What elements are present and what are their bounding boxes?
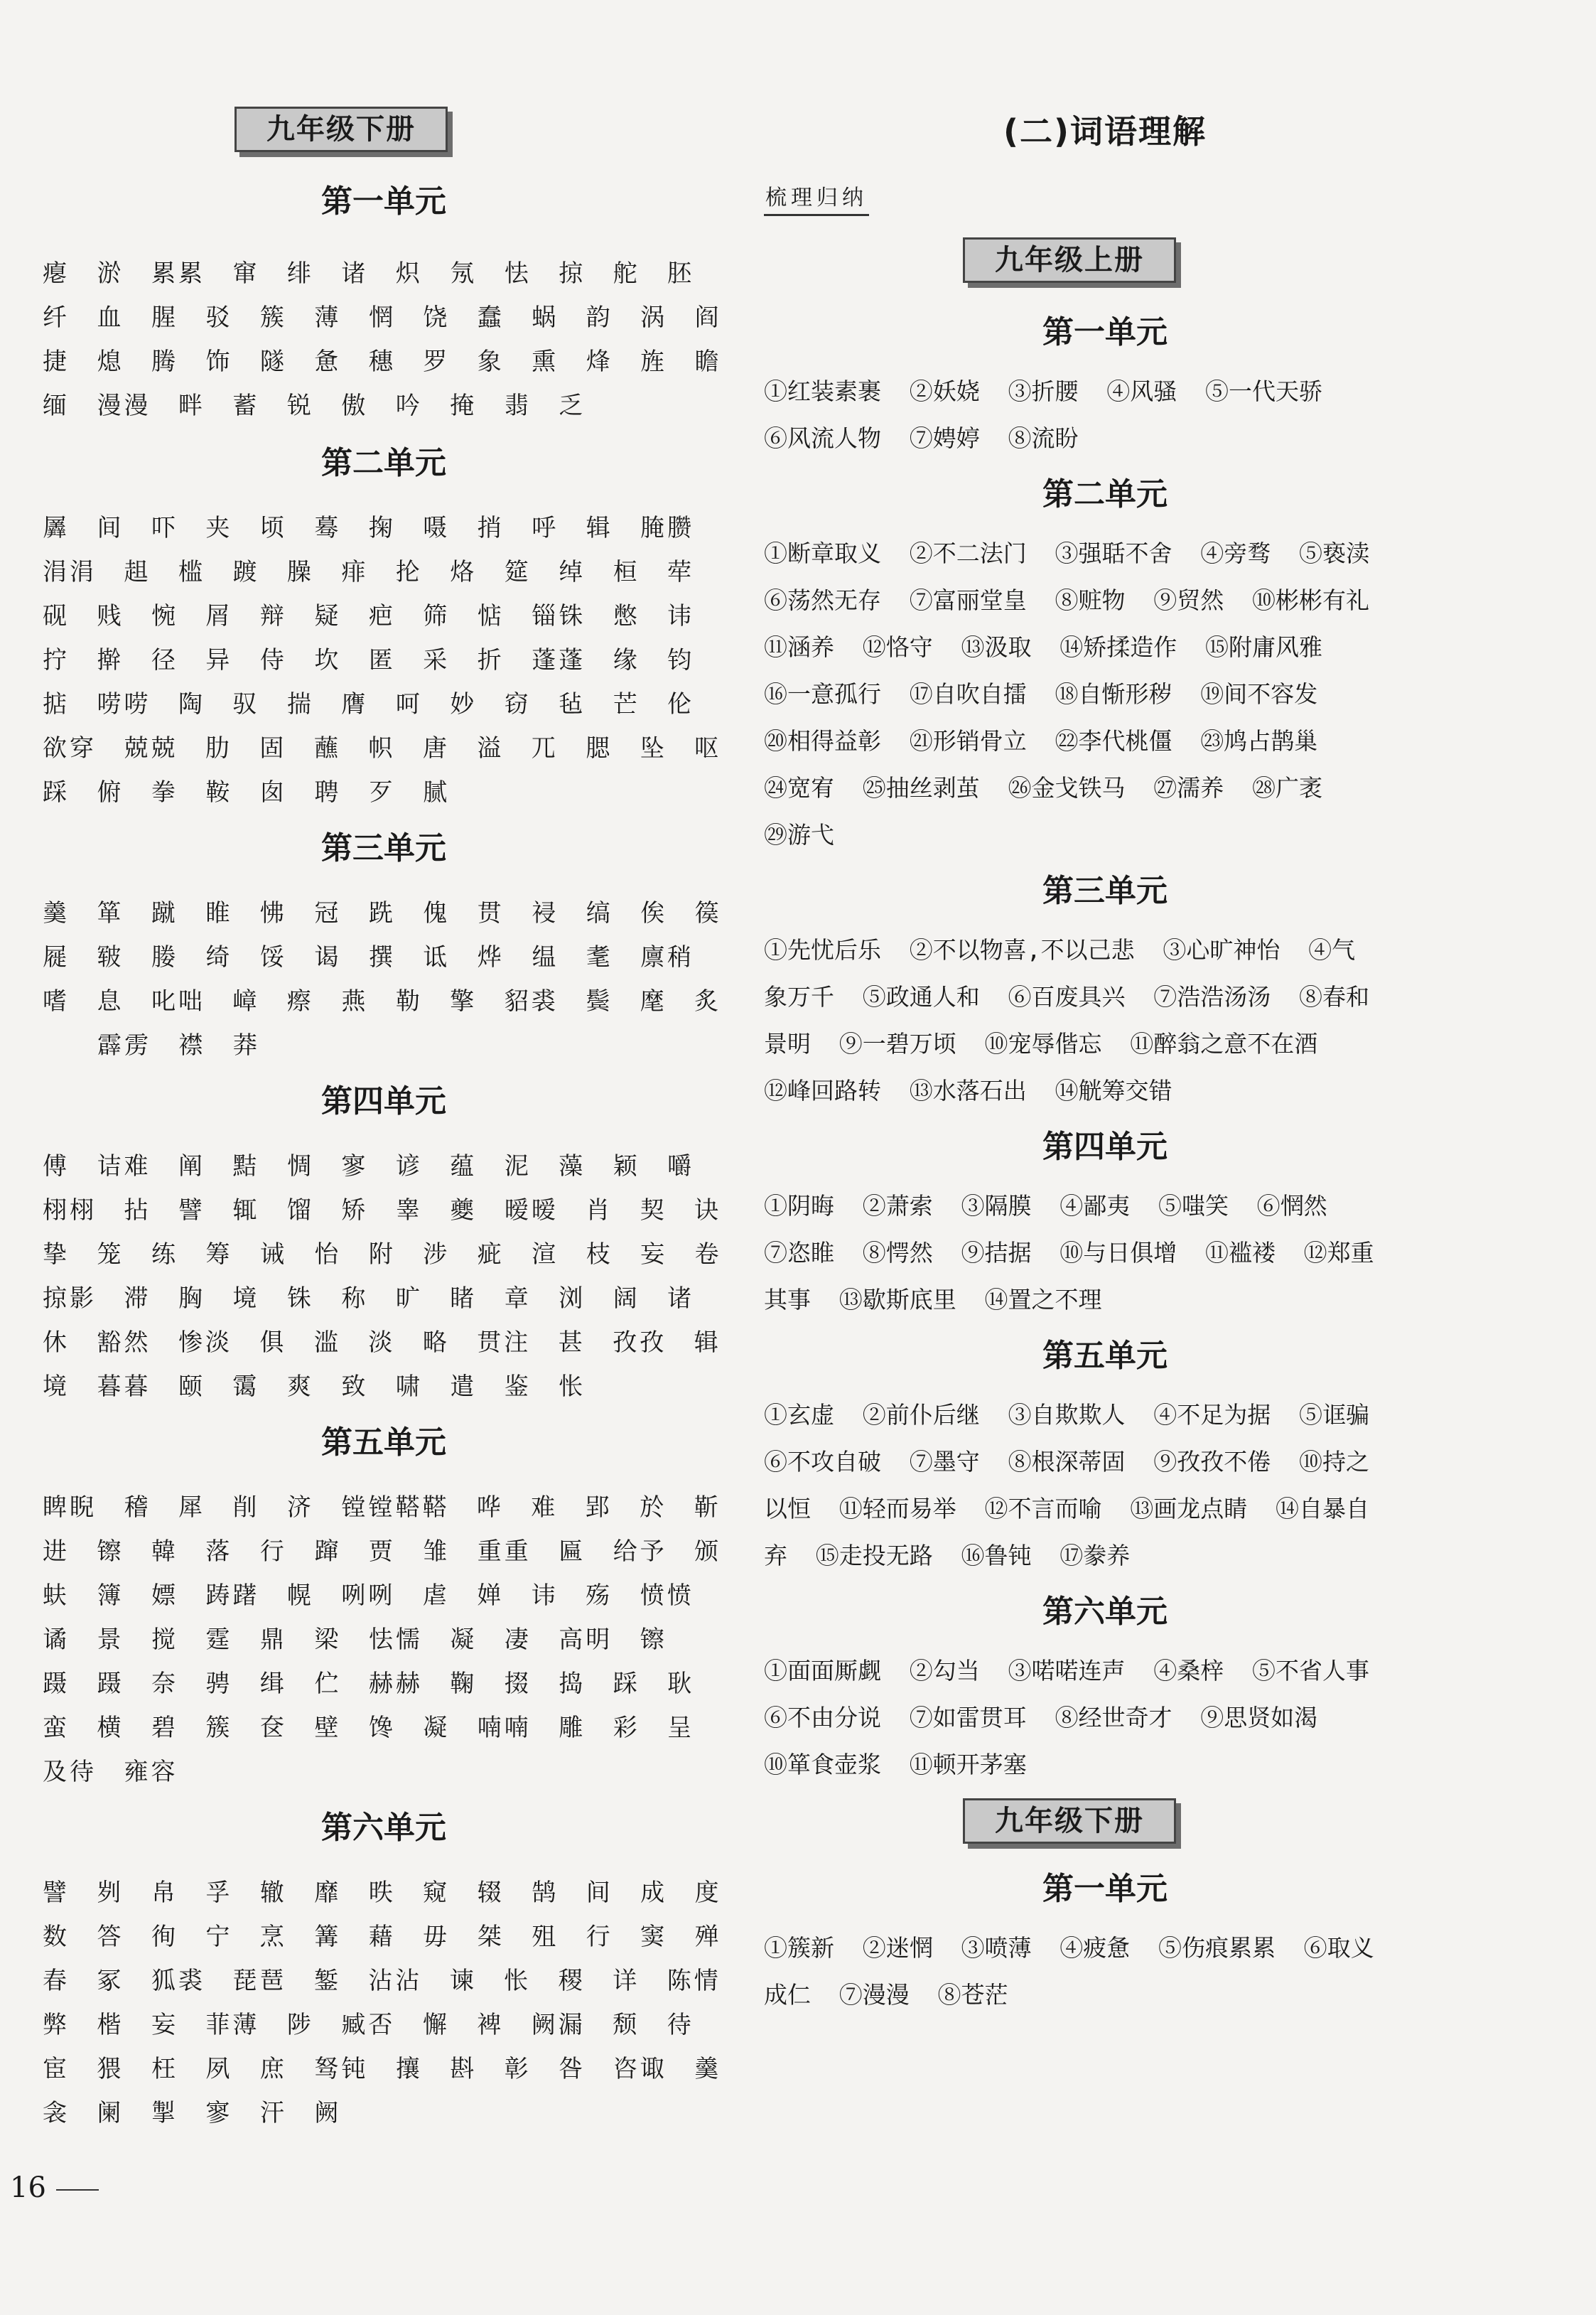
page-number-dash — [56, 2189, 99, 2191]
unit-heading: 第四单元 — [321, 1083, 446, 1119]
unit-heading: 第五单元 — [1042, 1338, 1168, 1374]
unit-heading: 第六单元 — [321, 1810, 446, 1846]
char-list: 瘪 淤 累累 窜 绯 诸 炽 氖 怯 掠 舵 胚 纤 血 腥 驳 簇 薄 惘 饶 蠢 蜗 韵 涡 阎 捷 熄 腾 饰 隧 惫 穗 罗 象 熏 烽 旌 瞻 缅 漫漫 畔 蓄 锐 傲 吟 掩 翡 乏 — [43, 259, 722, 420]
unit-heading: 第三单元 — [1042, 873, 1168, 909]
unit-heading: 第一单元 — [321, 183, 446, 220]
char-list: 傅 诘难 阐 黠 惆 寥 谚 蕴 泥 藻 颖 嚼 栩栩 拈 譬 辄 馏 矫 睾 夔 暧暧 肖 契 诀 挚 笼 练 筹 诫 怡 附 涉 疵 渲 枝 妄 卷 掠影 滞 胸 境 铢 称 旷 睹 章 浏 阔 诸 休 豁然 惨淡 俱 滥 淡 略 贯注 甚 孜孜 辑 境 暮暮 颐 霭 爽 致 啸 遣 鉴 怅 — [43, 1152, 722, 1401]
unit-heading: 第一单元 — [1042, 1871, 1168, 1907]
term-list: ①先忧后乐 ②不以物喜,不以己悲 ③心旷神怡 ④气 象万千 ⑤政通人和 ⑥百废具兴 ⑦浩浩汤汤 ⑧春和 景明 ⑨一碧万顷 ⑩宠辱偕忘 ⑪醉翁之意不在酒 ⑫峰回路转 ⑬水落石出 ⑭觥筹交错 — [764, 936, 1369, 1105]
unit-heading: 第三单元 — [321, 830, 446, 866]
grade-badge: 九年级下册 — [234, 107, 448, 152]
grade-badge: 九年级上册 — [963, 237, 1176, 283]
char-list: 譬 刿 帛 孚 辙 靡 昳 窥 辍 鹄 间 成 度 数 答 徇 宁 烹 篝 藉 毋 桀 殂 行 窦 殚 春 冢 狐裘 琵琶 錾 沾沾 谏 怅 稷 详 陈情 弊 楷 妄 菲薄 陟 臧否 懈 裨 阙漏 颓 待 宦 猥 枉 夙 庶 驽钝 攘 斟 彰 咎 咨诹 羹 衾 阑 掣 寥 汗 阙 — [43, 1879, 722, 2127]
char-list: 羹 箪 蹴 睢 怫 冠 跣 傀 贯 祲 缟 俟 篌 屣 皲 媵 绮 馁 谒 撰 诋 烨 缊 耄 廪稍 嗜 息 叱咄 嶂 瘵 燕 勒 擎 貂裘 鬓 麾 炙 霹雳 襟 莽 — [43, 899, 722, 1060]
term-list: ①簇新 ②迷惘 ③喷薄 ④疲惫 ⑤伤痕累累 ⑥取义 成仁 ⑦漫漫 ⑧苍茫 — [764, 1934, 1374, 2009]
term-list: ①面面厮觑 ②勾当 ③喏喏连声 ④桑梓 ⑤不省人事 ⑥不由分说 ⑦如雷贯耳 ⑧经世奇才 ⑨思贤如渴 ⑩箪食壶浆 ⑪顿开茅塞 — [764, 1657, 1369, 1778]
term-list: ①红装素裹 ②妖娆 ③折腰 ④风骚 ⑤一代天骄 ⑥风流人物 ⑦娉婷 ⑧流盼 — [764, 377, 1322, 452]
grade-badge: 九年级下册 — [963, 1798, 1176, 1844]
unit-heading: 第五单元 — [321, 1424, 446, 1461]
tag-label: 梳理归纳 — [764, 180, 869, 216]
left-column — [43, 0, 725, 2135]
page-number: 16 — [10, 2171, 99, 2204]
unit-heading: 第二单元 — [1042, 476, 1168, 512]
unit-heading: 第四单元 — [1042, 1129, 1168, 1165]
unit-heading: 第六单元 — [1042, 1594, 1168, 1630]
section-title: (二)词语理解 — [1003, 112, 1207, 151]
term-list: ①阴晦 ②萧索 ③隔膜 ④鄙夷 ⑤嗤笑 ⑥惘然 ⑦恣睢 ⑧愕然 ⑨拮据 ⑩与日俱增 ⑪褴褛 ⑫郑重 其事 ⑬歇斯底里 ⑭置之不理 — [764, 1192, 1374, 1314]
term-list: ①断章取义 ②不二法门 ③强聒不舍 ④旁骛 ⑤亵渎 ⑥荡然无存 ⑦富丽堂皇 ⑧赃物 ⑨贸然 ⑩彬彬有礼 ⑪涵养 ⑫恪守 ⑬汲取 ⑭矫揉造作 ⑮附庸风雅 ⑯一意孤行 ⑰自吹自擂 ⑱自惭形秽 ⑲间不容发 ⑳相得益彰 ㉑形销骨立 ㉒李代桃僵 ㉓鸠占鹊巢 ㉔宽宥 ㉕抽丝剥茧 ㉖金戈铁马 ㉗濡养 ㉘广袤 ㉙游弋 — [764, 539, 1369, 849]
right-column — [764, 0, 1446, 2019]
unit-heading: 第二单元 — [321, 445, 446, 481]
char-list: 睥睨 稽 犀 削 济 镗镗鞳鞳 哗 难 郢 於 靳 进 镲 韓 落 行 蹿 贾 雏 重重 匾 给予 颁 蚨 簿 嫖 踌躇 幌 咧咧 虐 婵 讳 殇 愤愤 谲 景 搅 霆 鼎 梁 怯懦 凝 凄 高明 镲 蹑 蹑 奈 骋 缉 伫 赫赫 鞠 掇 捣 踩 耿 蛮 横 碧 簇 奁 壁 馋 凝 喃喃 雕 彩 呈 及待 雍容 — [43, 1493, 722, 1786]
char-list: 羼 间 吓 夹 顷 蓦 掬 嗫 捎 呼 辑 腌臜 涓涓 趄 槛 踱 臊 痱 抡 烙 筵 绰 桓 荦 砚 贱 惋 屑 辩 疑 疤 筛 惦 锱铢 憋 讳 拧 擀 径 异 侍 坎 匿 采 折 蓬蓬 缘 钧 掂 唠唠 陶 驭 揣 膺 呵 妙 窃 毡 芒 伦 欲穿 兢兢 肋 固 蘸 帜 唐 溢 兀 腮 坠 呕 踩 俯 拳 鞍 囱 聘 歹 腻 — [43, 514, 722, 807]
term-list: ①玄虚 ②前仆后继 ③自欺欺人 ④不足为据 ⑤诓骗 ⑥不攻自破 ⑦墨守 ⑧根深蒂固 ⑨孜孜不倦 ⑩持之 以恒 ⑪轻而易举 ⑫不言而喻 ⑬画龙点睛 ⑭自暴自 弃 ⑮走投无路 ⑯鲁钝 ⑰豢养 — [764, 1401, 1369, 1569]
unit-heading: 第一单元 — [1042, 314, 1168, 350]
